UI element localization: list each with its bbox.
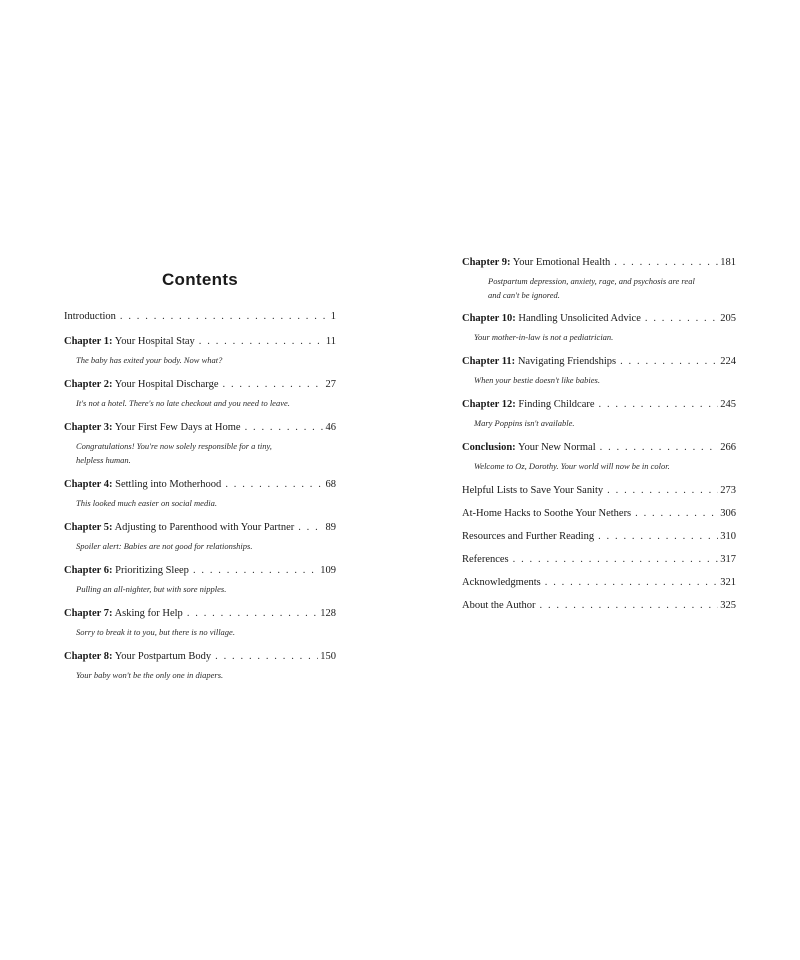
toc-entry-about-the-author: [462, 599, 736, 613]
chapter-subtitle: It's not a hotel. There's no late checkout and you need to leave.: [76, 398, 290, 408]
toc-entry-line: [64, 521, 336, 535]
toc-entry-line: [462, 599, 736, 613]
toc-entry-heading: [462, 507, 631, 521]
toc-entry-prioritizing-sleep: [64, 564, 336, 596]
toc-entry-line: [64, 607, 336, 621]
page-number: 245: [720, 399, 736, 410]
toc-entry-line: [64, 310, 336, 324]
toc-left-column: [64, 310, 336, 693]
toc-entry-line: [64, 335, 336, 349]
dot-leader: [215, 650, 318, 664]
toc-entry-heading: [64, 335, 195, 349]
chapter-label: Chapter 2:: [64, 379, 113, 390]
chapter-label: Chapter 3:: [64, 422, 113, 433]
toc-entry-heading: [64, 378, 219, 392]
toc-entry-line: [462, 398, 736, 412]
toc-entry-line: [64, 478, 336, 492]
page-number: 89: [325, 522, 336, 533]
toc-entry-helpful-lists-to-save-your-sanity: [462, 484, 736, 498]
chapter-label: Chapter 7:: [64, 608, 113, 619]
toc-entry-line: [462, 530, 736, 544]
page-number: 266: [720, 442, 736, 453]
chapter-title: Your Hospital Stay: [114, 336, 195, 347]
chapter-subtitle: When your bestie doesn't like babies.: [474, 375, 600, 385]
dot-leader: [598, 530, 718, 544]
toc-entry-heading: [462, 355, 616, 369]
chapter-title: At-Home Hacks to Soothe Your Nethers: [462, 508, 632, 519]
page-number: 128: [320, 608, 336, 619]
dot-leader: [599, 398, 719, 412]
toc-entry-heading: [462, 576, 541, 590]
dot-leader: [620, 355, 718, 369]
dot-leader: [614, 256, 718, 270]
toc-entry-line: [64, 421, 336, 435]
toc-entry-resources-and-further-reading: [462, 530, 736, 544]
dot-leader: [193, 564, 318, 578]
chapter-subtitle: This looked much easier on social media.: [76, 498, 217, 508]
toc-entry-heading: [462, 256, 610, 270]
toc-entry-line: [462, 484, 736, 498]
page-number: 306: [720, 508, 736, 519]
chapter-label: Chapter 8:: [64, 651, 113, 662]
page-number: 273: [720, 485, 736, 496]
chapter-title: References: [462, 554, 509, 565]
dot-leader: [120, 310, 329, 324]
chapter-title: Asking for Help: [114, 608, 183, 619]
toc-entry-line: [462, 355, 736, 369]
toc-entry-heading: [64, 421, 241, 435]
toc-entry-line: [462, 256, 736, 270]
toc-entry-navigating-friendships: [462, 355, 736, 387]
page-number: 224: [720, 356, 736, 367]
toc-entry-heading: [64, 564, 189, 578]
dot-leader: [223, 378, 324, 392]
toc-entry-heading: [462, 553, 509, 567]
chapter-label: Chapter 11:: [462, 356, 516, 367]
toc-entry-asking-for-help: [64, 607, 336, 639]
dot-leader: [187, 607, 318, 621]
page-number: 310: [720, 531, 736, 542]
chapter-title: Resources and Further Reading: [462, 531, 595, 542]
chapter-label: Chapter 10:: [462, 313, 516, 324]
chapter-subtitle: Postpartum depression, anxiety, rage, and psychosis are real and can't be ignored.: [488, 276, 695, 300]
chapter-title: Your First Few Days at Home: [114, 422, 241, 433]
dot-leader: [540, 599, 719, 613]
toc-entry-heading: [64, 521, 294, 535]
page-number: 317: [720, 554, 736, 565]
chapter-label: Chapter 6:: [64, 565, 113, 576]
page-number: 27: [325, 379, 336, 390]
toc-entry-your-new-normal: [462, 441, 736, 473]
chapter-label: Chapter 5:: [64, 522, 113, 533]
chapter-title: Introduction: [64, 311, 116, 322]
toc-entry-adjusting-to-parenthood-with-your-partner: [64, 521, 336, 553]
toc-entry-line: [462, 553, 736, 567]
chapter-title: Prioritizing Sleep: [115, 565, 189, 576]
chapter-label: Chapter 1:: [64, 336, 113, 347]
toc-entry-line: [462, 576, 736, 590]
toc-entry-line: [64, 378, 336, 392]
page-number: 1: [330, 311, 336, 322]
chapter-subtitle: Your mother-in-law is not a pediatrician.: [474, 332, 614, 342]
dot-leader: [607, 484, 718, 498]
chapter-title: Settling into Motherhood: [115, 479, 222, 490]
toc-entry-introduction: [64, 310, 336, 324]
page-number: 150: [320, 651, 336, 662]
toc-entry-at-home-hacks-to-soothe-your-nethers: [462, 507, 736, 521]
toc-entry-your-emotional-health: [462, 256, 736, 302]
toc-entry-heading: [462, 398, 595, 412]
page-title: Contents: [161, 270, 239, 290]
toc-entry-heading: [64, 607, 183, 621]
chapter-subtitle: Your baby won't be the only one in diapers.: [76, 670, 224, 680]
dot-leader: [635, 507, 718, 521]
dot-leader: [199, 335, 324, 349]
toc-entry-your-first-few-days-at-home: [64, 421, 336, 467]
page-number: 181: [720, 257, 736, 268]
chapter-subtitle: Spoiler alert: Babies are not good for relationships.: [76, 541, 253, 551]
dot-leader: [513, 553, 719, 567]
toc-entry-your-hospital-stay: [64, 335, 336, 367]
chapter-label: Chapter 4:: [64, 479, 113, 490]
chapter-subtitle: Pulling an all-nighter, but with sore nipples.: [76, 584, 227, 594]
chapter-subtitle: Congratulations! You're now solely responsible for a tiny, helpless human.: [76, 441, 272, 465]
chapter-label: Conclusion:: [462, 442, 516, 453]
toc-entry-heading: [462, 441, 596, 455]
dot-leader: [245, 421, 324, 435]
toc-entry-line: [64, 564, 336, 578]
chapter-subtitle: Sorry to break it to you, but there is no village.: [76, 627, 235, 637]
chapter-subtitle: Mary Poppins isn't available.: [474, 418, 575, 428]
dot-leader: [545, 576, 719, 590]
chapter-title: Navigating Friendships: [517, 356, 617, 367]
chapter-title: Adjusting to Parenthood with Your Partner: [114, 522, 295, 533]
dot-leader: [225, 478, 323, 492]
toc-entry-line: [462, 312, 736, 326]
toc-entry-heading: [462, 599, 536, 613]
dot-leader: [600, 441, 719, 455]
toc-entry-finding-childcare: [462, 398, 736, 430]
toc-entry-heading: [64, 310, 116, 324]
chapter-title: About the Author: [462, 600, 536, 611]
chapter-title: Your Hospital Discharge: [114, 379, 219, 390]
page-number: 109: [320, 565, 336, 576]
page-number: 325: [720, 600, 736, 611]
page-number: 205: [720, 313, 736, 324]
toc-entry-heading: [64, 478, 221, 492]
toc-entry-acknowledgments: [462, 576, 736, 590]
toc-entry-your-hospital-discharge: [64, 378, 336, 410]
toc-entry-heading: [462, 530, 594, 544]
dot-leader: [298, 521, 323, 535]
toc-entry-handling-unsolicited-advice: [462, 312, 736, 344]
chapter-subtitle: The baby has exited your body. Now what?: [76, 355, 223, 365]
toc-entry-line: [64, 650, 336, 664]
toc-entry-settling-into-motherhood: [64, 478, 336, 510]
toc-entry-references: [462, 553, 736, 567]
page-number: 11: [325, 336, 336, 347]
toc-entry-line: [462, 507, 736, 521]
chapter-title: Your Emotional Health: [512, 257, 611, 268]
toc-entry-heading: [64, 650, 211, 664]
dot-leader: [645, 312, 718, 326]
toc-entry-line: [462, 441, 736, 455]
chapter-label: Chapter 9:: [462, 257, 511, 268]
chapter-subtitle: Welcome to Oz, Dorothy. Your world will now be in color.: [474, 461, 670, 471]
page-number: 46: [325, 422, 336, 433]
chapter-title: Handling Unsolicited Advice: [518, 313, 641, 324]
toc-entry-your-postpartum-body: [64, 650, 336, 682]
page-number: 68: [325, 479, 336, 490]
toc-entry-heading: [462, 484, 603, 498]
chapter-title: Helpful Lists to Save Your Sanity: [462, 485, 604, 496]
chapter-title: Your New Normal: [517, 442, 596, 453]
toc-entry-heading: [462, 312, 641, 326]
chapter-title: Finding Childcare: [518, 399, 595, 410]
chapter-title: Acknowledgments: [462, 577, 541, 588]
page-number: 321: [720, 577, 736, 588]
chapter-label: Chapter 12:: [462, 399, 516, 410]
chapter-title: Your Postpartum Body: [114, 651, 212, 662]
toc-right-column: [462, 256, 736, 622]
